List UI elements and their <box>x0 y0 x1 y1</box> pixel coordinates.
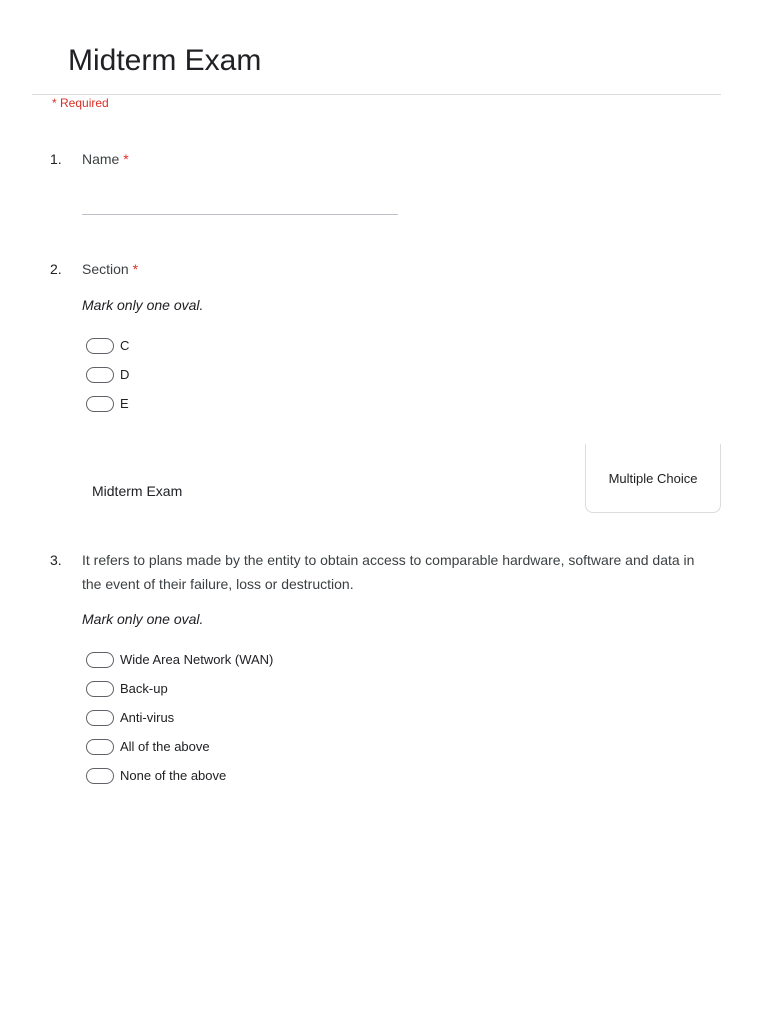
section-option-d[interactable] <box>86 365 129 385</box>
required-asterisk: * <box>123 151 129 167</box>
option-label: E <box>120 396 129 411</box>
question-1-label-text: Name <box>82 151 120 167</box>
section-option-e[interactable] <box>86 394 129 414</box>
radio-oval[interactable] <box>86 367 114 383</box>
name-answer-field[interactable] <box>82 214 398 215</box>
required-asterisk: * <box>132 261 139 277</box>
radio-oval[interactable] <box>86 396 114 412</box>
question-2-label-text: Section <box>82 261 129 277</box>
section-title: Midterm Exam <box>92 483 183 499</box>
option-label: Wide Area Network (WAN) <box>120 652 274 667</box>
option-label: All of the above <box>120 739 210 754</box>
section-type-card: Multiple Choice <box>585 444 721 513</box>
option-label: None of the above <box>120 768 227 783</box>
title-divider <box>32 94 721 95</box>
q3-option-backup[interactable] <box>86 679 168 699</box>
question-1-label <box>82 149 129 169</box>
radio-oval[interactable] <box>86 768 114 784</box>
section-option-c[interactable] <box>86 336 129 356</box>
radio-oval[interactable] <box>86 681 114 697</box>
q3-option-none[interactable] <box>86 766 226 786</box>
q3-option-antivirus[interactable] <box>86 708 174 728</box>
option-label: Anti-virus <box>120 710 175 725</box>
question-3-hint: Mark only one oval. <box>82 611 204 627</box>
q3-option-all[interactable] <box>86 737 210 757</box>
question-1-number: 1. <box>50 151 62 167</box>
radio-oval[interactable] <box>86 338 114 354</box>
q3-option-wan[interactable] <box>86 650 273 670</box>
question-3-number: 3. <box>50 552 62 568</box>
required-note: * Required <box>52 96 109 110</box>
radio-oval[interactable] <box>86 652 114 668</box>
option-label: C <box>120 338 130 353</box>
radio-oval[interactable] <box>86 739 114 755</box>
radio-oval[interactable] <box>86 710 114 726</box>
option-label: Back-up <box>120 681 168 696</box>
question-2-number: 2. <box>50 261 62 277</box>
question-2-label <box>82 259 138 279</box>
option-label: D <box>120 367 130 382</box>
question-3-text: It refers to plans made by the entity to obtain access to comparable hardware, software and data in the event of their failure, loss or destruction. <box>82 552 695 592</box>
question-2-hint: Mark only one oval. <box>82 297 204 313</box>
form-title: Midterm Exam <box>68 44 262 77</box>
